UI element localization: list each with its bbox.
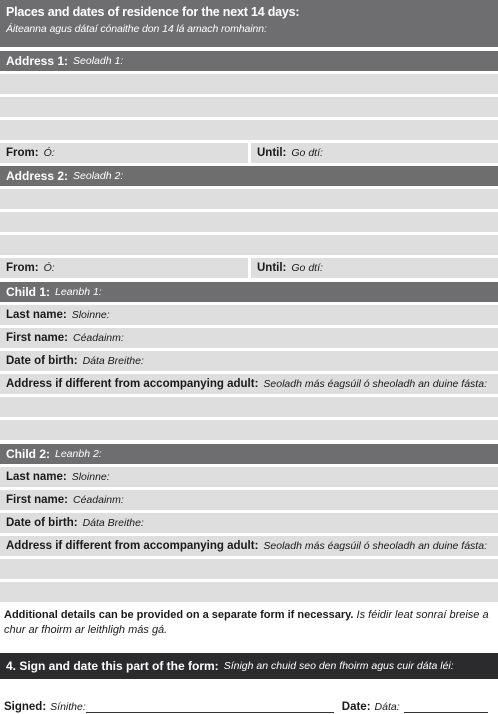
child2-first-name-label: First name: (6, 494, 68, 506)
address1-line-2[interactable] (0, 97, 498, 117)
child1-address-label: Address if different from accompanying adult: (6, 378, 259, 390)
address2-dates-row (0, 258, 498, 278)
child1-first-name-label: First name: (6, 332, 68, 344)
date-line[interactable] (404, 700, 488, 713)
address2-line-2[interactable] (0, 212, 498, 232)
address1-label-ga: Seoladh 1: (73, 55, 124, 67)
address2-from-label: From: (6, 262, 39, 274)
child1-address-label-ga: Seoladh más éagsúil ó sheoladh an duine fásta: (263, 378, 487, 390)
child1-label-ga: Leanbh 1: (55, 286, 102, 298)
address2-line-3[interactable] (0, 235, 498, 255)
address2-label-ga: Seoladh 2: (73, 170, 124, 182)
date-label-ga: Dáta: (374, 701, 400, 713)
address1-line-1[interactable] (0, 74, 498, 94)
child2-dob-label: Date of birth: (6, 517, 78, 529)
child2-last-name-label-ga: Sloinne: (71, 471, 110, 483)
child2-address-label-ga: Seoladh más éagsúil ó sheoladh an duine fásta: (263, 540, 487, 552)
section4-header (0, 653, 498, 679)
child2-first-name-field[interactable] (0, 490, 498, 510)
address1-line-3[interactable] (0, 120, 498, 140)
child2-address-label: Address if different from accompanying adult: (6, 540, 259, 552)
address1-until-label-ga: Go dtí: (291, 147, 323, 159)
date-label: Date: (341, 701, 371, 713)
residence-title-en: Places and dates of residence for the next 14 days: (6, 5, 300, 19)
address2-label-en: Address 2: (6, 169, 69, 183)
note-ga: Is féidir leat sonraí breise a chur ar fhoirm ar leithligh más gá. (4, 609, 489, 636)
child2-last-name-label: Last name: (6, 471, 67, 483)
section4-title-en: 4. Sign and date this part of the form: (6, 659, 219, 673)
child1-first-name-field[interactable] (0, 328, 498, 348)
address1-dates-row (0, 143, 498, 163)
child1-dob-field[interactable] (0, 351, 498, 371)
child2-address-field[interactable] (0, 536, 498, 556)
child2-dob-label-ga: Dáta Breithe: (82, 517, 144, 529)
child1-last-name-label-ga: Sloinne: (71, 309, 110, 321)
address2-from-label-ga: Ó: (43, 262, 55, 274)
address1-until-field[interactable] (251, 143, 498, 163)
signed-label: Signed: (4, 701, 47, 713)
address1-until-label: Until: (257, 147, 287, 159)
child2-address-line-2[interactable] (0, 582, 498, 602)
address2-until-label: Until: (257, 262, 287, 274)
residence-title-ga: Áiteanna agus dátaí cónaithe don 14 lá amach romhainn: (6, 23, 267, 35)
child1-address-line-1[interactable] (0, 397, 498, 417)
signature-line[interactable] (86, 700, 334, 713)
residence-header (0, 0, 498, 47)
note-en: Additional details can be provided on a separate form if necessary. (4, 609, 354, 621)
child1-last-name-field[interactable] (0, 305, 498, 325)
signature-row (4, 697, 494, 713)
address1-from-label: From: (6, 147, 39, 159)
child1-first-name-label-ga: Céadainm: (73, 332, 124, 344)
child2-address-line-1[interactable] (0, 559, 498, 579)
child2-last-name-field[interactable] (0, 467, 498, 487)
child1-header (0, 282, 498, 302)
child1-dob-label-ga: Dáta Breithe: (82, 355, 144, 367)
address2-header (0, 166, 498, 186)
child2-first-name-label-ga: Céadainm: (73, 494, 124, 506)
child1-label-en: Child 1: (6, 285, 50, 299)
address1-header (0, 51, 498, 71)
additional-details-note (4, 608, 492, 638)
address2-from-field[interactable] (0, 258, 248, 278)
child1-address-field[interactable] (0, 374, 498, 394)
child2-dob-field[interactable] (0, 513, 498, 533)
address2-line-1[interactable] (0, 189, 498, 209)
section4-title-ga: Sínigh an chuid seo den fhoirm agus cuir dáta léi: (223, 660, 454, 672)
child2-label-en: Child 2: (6, 447, 50, 461)
address2-until-label-ga: Go dtí: (291, 262, 323, 274)
address1-label-en: Address 1: (6, 54, 69, 68)
child2-header (0, 444, 498, 464)
address1-from-field[interactable] (0, 143, 248, 163)
child1-address-line-2[interactable] (0, 420, 498, 440)
child1-last-name-label: Last name: (6, 309, 67, 321)
child1-dob-label: Date of birth: (6, 355, 78, 367)
child2-label-ga: Leanbh 2: (55, 448, 102, 460)
signed-label-ga: Sínithe: (50, 701, 86, 713)
address1-from-label-ga: Ó: (43, 147, 55, 159)
address2-until-field[interactable] (251, 258, 498, 278)
